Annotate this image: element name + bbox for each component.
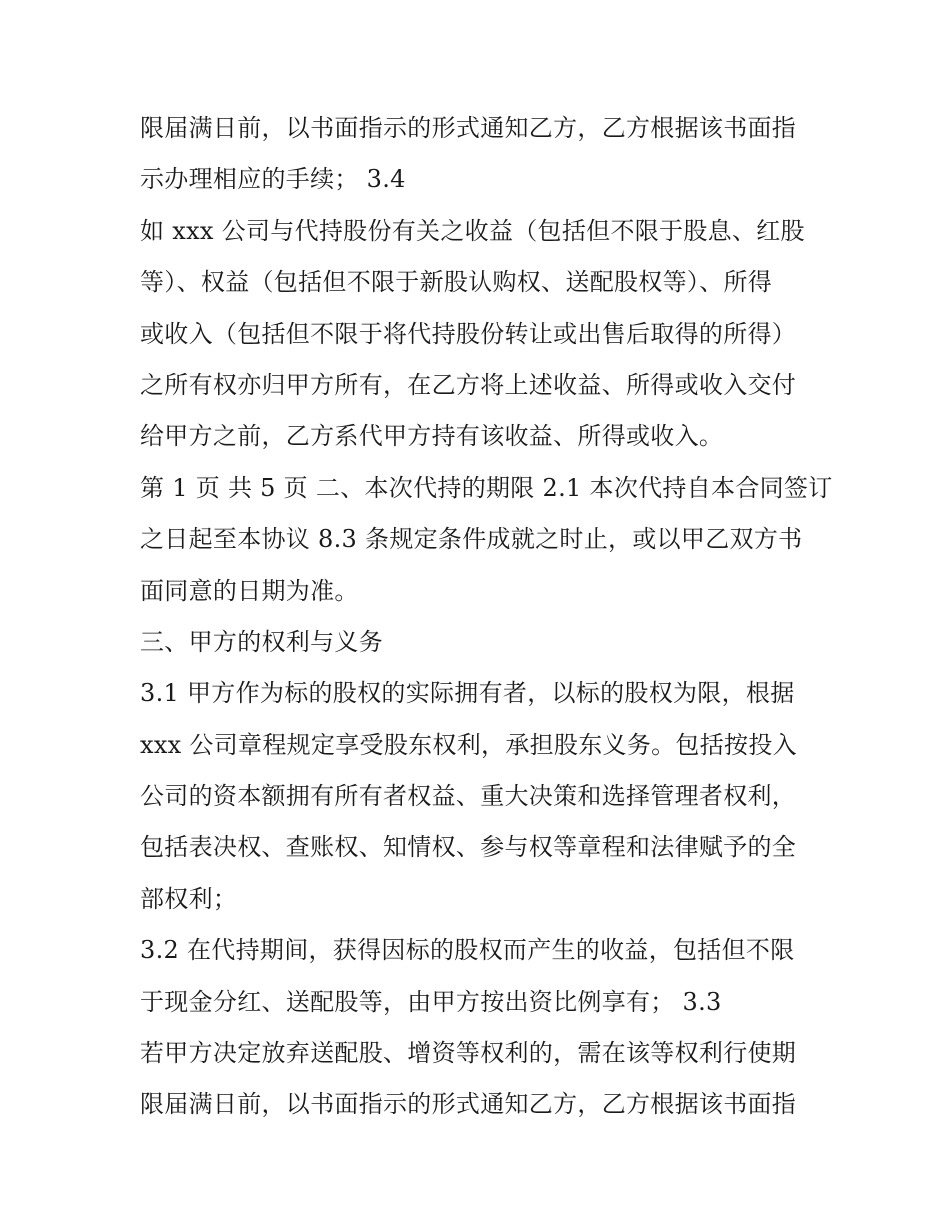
text-line: 之所有权亦归甲方所有，在乙方将上述收益、所得或收入交付 [140, 370, 797, 399]
text-line: 3.1 甲方作为标的股权的实际拥有者，以标的股权为限，根据 [140, 679, 795, 708]
section-heading: 三、甲方的权利与义务 [140, 627, 383, 656]
text-line: 示办理相应的手续； 3.4 [140, 165, 406, 194]
text-line: 或收入（包括但不限于将代持股份转让或出售后取得的所得） [140, 319, 797, 348]
text-line: 包括表决权、查账权、知情权、参与权等章程和法律赋予的全 [140, 833, 797, 862]
text-line: 第 1 页 共 5 页 二、本次代持的期限 2.1 本次代持自本合同签订 [140, 473, 833, 502]
text-line: xxx 公司章程规定享受股东权利，承担股东义务。包括按投入 [140, 730, 797, 759]
text-line: 3.2 在代持期间，获得因标的股权而产生的收益，包括但不限 [140, 936, 795, 965]
body-text [140, 103, 833, 1131]
text-line: 之日起至本协议 8.3 条规定条件成就之时止，或以甲乙双方书 [140, 525, 803, 554]
text-line: 于现金分红、送配股等，由甲方按出资比例享有； 3.3 [140, 987, 722, 1016]
text-line: 限届满日前，以书面指示的形式通知乙方，乙方根据该书面指 [140, 114, 797, 142]
text-line: 面同意的日期为准。 [140, 576, 359, 605]
text-line: 等）、权益（包括但不限于新股认购权、送配股权等）、所得 [140, 268, 773, 297]
text-line: 若甲方决定放弃送配股、增资等权利的，需在该等权利行使期 [140, 1039, 797, 1068]
text-line: 如 xxx 公司与代持股份有关之收益（包括但不限于股息、红股 [140, 216, 805, 245]
text-line: 给甲方之前，乙方系代甲方持有该收益、所得或收入。 [140, 422, 724, 451]
text-line: 部权利； [140, 884, 238, 913]
text-line: 限届满日前，以书面指示的形式通知乙方，乙方根据该书面指 [140, 1090, 797, 1119]
text-line: 公司的资本额拥有所有者权益、重大决策和选择管理者权利， [140, 782, 797, 811]
